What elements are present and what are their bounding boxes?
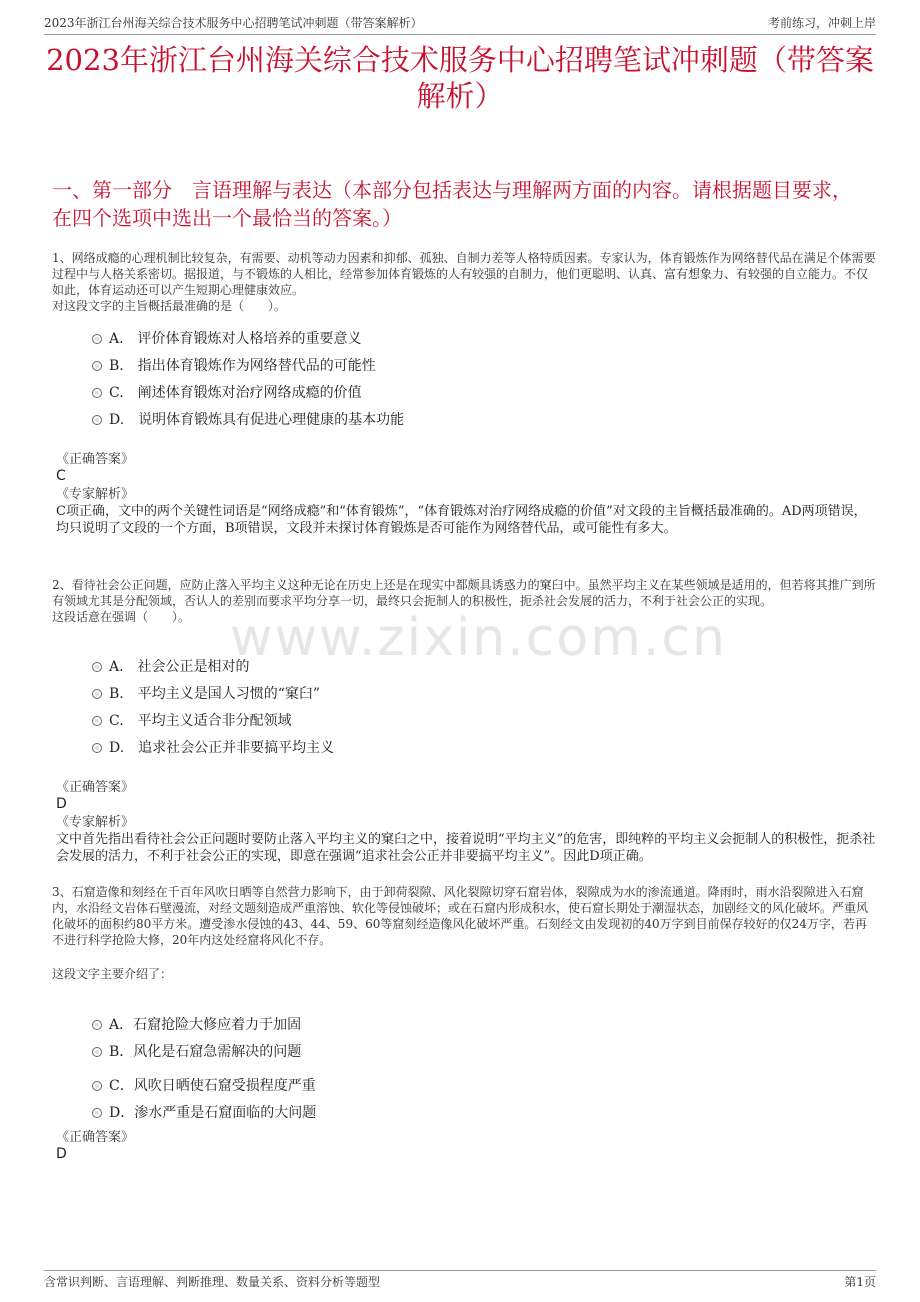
question-prompt: 这段文字主要介绍了：	[52, 967, 173, 981]
analysis-label: 《专家解析》	[56, 487, 135, 502]
radio-icon[interactable]	[92, 662, 102, 672]
answer-value: D	[56, 796, 67, 812]
footer-topics: 含常识判断、言语理解、判断推理、数量关系、资料分析等题型	[44, 1275, 381, 1289]
option-a[interactable]: A. 评价体育锻炼对人格培养的重要意义	[92, 328, 362, 348]
option-d[interactable]: D. 说明体育锻炼具有促进心理健康的基本功能	[92, 409, 404, 429]
question-text: 1、网络成瘾的心理机制比较复杂，有需要、动机等动力因素和抑郁、孤独、自制力差等人格特质因素。专家认为，体育锻炼作为网络替代品在满足个体需要过程中与人格关系密切。据报道，与不锻炼的人相比，经常参加体育锻炼的人有较强的自制力，他们更聪明、认真、富有想象力、有较强的自立能力。不仅如此，体育运动还可以产生短期心理健康效应。	[52, 251, 876, 297]
option-a[interactable]: A．石窟抢险大修应着力于加固	[92, 1014, 301, 1034]
page-footer	[44, 1270, 876, 1293]
radio-icon[interactable]	[92, 1020, 102, 1030]
option-d[interactable]: D. 追求社会公正并非要搞平均主义	[92, 737, 334, 757]
question-1-answer	[56, 452, 876, 537]
watermark: www.zixin.com.cn	[230, 608, 727, 668]
analysis-text: C项正确，文中的两个关键性词语是“网络成瘾”和“体育锻炼”，“体育锻炼对治疗网络成瘾的价值”对文段的主旨概括最准确的。AD两项错误，均只说明了文段的一个方面，B项错误，文段并未探讨体育锻炼是否可能作为网络替代品，或可能性有多大。	[56, 504, 867, 536]
radio-icon[interactable]	[92, 716, 102, 726]
answer-label: 《正确答案》	[56, 1130, 135, 1145]
radio-icon[interactable]	[92, 1108, 102, 1118]
section-heading: 一、第一部分 言语理解与表达（本部分包括表达与理解两方面的内容。请根据题目要求，在四个选项中选出一个最恰当的答案。）	[52, 178, 852, 230]
answer-label: 《正确答案》	[56, 780, 135, 795]
radio-icon[interactable]	[92, 334, 102, 344]
question-2-answer	[56, 780, 876, 865]
option-c[interactable]: C. 平均主义适合非分配领域	[92, 710, 292, 730]
question-prompt: 对这段文字的主旨概括最准确的是（ ）。	[52, 299, 287, 313]
page-header	[44, 12, 876, 35]
answer-value: D	[56, 1146, 67, 1162]
question-2	[52, 577, 876, 625]
option-d[interactable]: D．渗水严重是石窟面临的大问题	[92, 1102, 316, 1122]
document-title: 2023年浙江台州海关综合技术服务中心招聘笔试冲刺题（带答案解析）	[46, 43, 874, 113]
radio-icon[interactable]	[92, 689, 102, 699]
radio-icon[interactable]	[92, 361, 102, 371]
option-b[interactable]: B. 指出体育锻炼作为网络替代品的可能性	[92, 355, 376, 375]
question-3	[52, 884, 876, 982]
question-text: 3、石窟造像和刻经在千百年风吹日晒等自然营力影响下，由于卸荷裂隙、风化裂隙切穿石窟岩体，裂隙成为水的渗流通道。降雨时，雨水沿裂隙进入石窟内，水沿经文岩体石壁漫流，对经文题刻造成严重溶蚀、软化等侵蚀破坏；或在石窟内形成积水，使石窟长期处于潮湿状态，加剧经文的风化破坏。严重风化破坏的面积约80平方米。遭受渗水侵蚀的43、44、59、60等窟刻经造像风化破坏严重。石刻经文由发现初的40万字到目前保存较好的仅24万字，若再不进行科学抢险大修，20年内这处经窟将风化不存。	[52, 885, 869, 947]
page-number: 第1页	[844, 1275, 876, 1289]
radio-icon[interactable]	[92, 388, 102, 398]
option-b[interactable]: B. 平均主义是国人习惯的“窠臼”	[92, 683, 320, 703]
analysis-text: 文中首先指出看待社会公正问题时要防止落入平均主义的窠臼之中，接着说明“平均主义”的危害，即纯粹的平均主义会扼制人的积极性，扼杀社会发展的活力，不利于社会公正的实现，即意在强调“追求社会公正并非要搞平均主义”。因此D项正确。	[56, 832, 876, 864]
question-1	[52, 250, 876, 314]
option-a[interactable]: A. 社会公正是相对的	[92, 656, 250, 676]
header-slogan: 考前练习，冲刺上岸	[767, 16, 876, 30]
radio-icon[interactable]	[92, 415, 102, 425]
option-b[interactable]: B．风化是石窟急需解决的问题	[92, 1041, 301, 1061]
option-c[interactable]: C．风吹日晒使石窟受损程度严重	[92, 1075, 316, 1095]
answer-value: C	[56, 468, 66, 484]
option-c[interactable]: C. 阐述体育锻炼对治疗网络成瘾的价值	[92, 382, 362, 402]
radio-icon[interactable]	[92, 743, 102, 753]
question-text: 2、看待社会公正问题，应防止落入平均主义这种无论在历史上还是在现实中都颇具诱惑力的窠臼中。虽然平均主义在某些领域是适用的，但若将其推广到所有领域尤其是分配领域，否认人的差别而要求平均分享一切，最终只会扼制人的积极性，扼杀社会发展的活力，不利于社会公正的实现。	[52, 578, 876, 608]
analysis-label: 《专家解析》	[56, 815, 135, 830]
question-3-answer	[56, 1130, 876, 1162]
answer-label: 《正确答案》	[56, 452, 135, 467]
question-prompt: 这段话意在强调（ ）。	[52, 610, 191, 624]
header-doc-title: 2023年浙江台州海关综合技术服务中心招聘笔试冲刺题（带答案解析）	[44, 16, 423, 30]
radio-icon[interactable]	[92, 1081, 102, 1091]
radio-icon[interactable]	[92, 1047, 102, 1057]
